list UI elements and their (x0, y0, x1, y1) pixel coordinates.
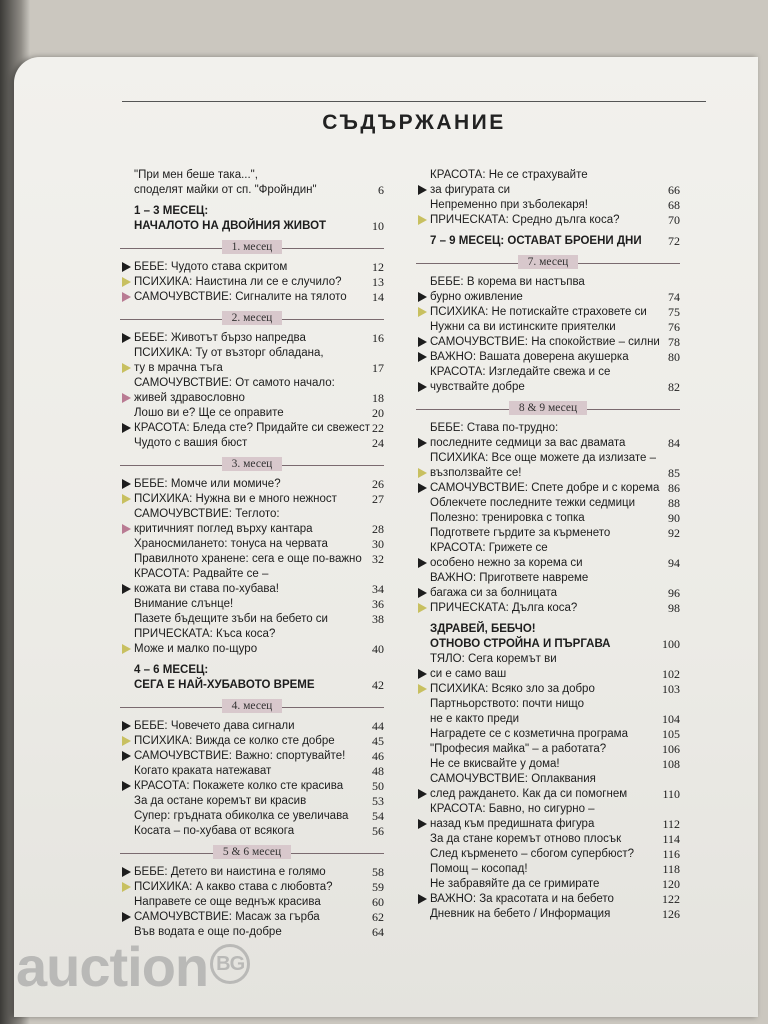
toc-entry (416, 847, 680, 862)
toc-entry-text: ПСИХИКА: Наистина ли се е случило? (134, 276, 342, 288)
page-number: 48 (372, 764, 384, 778)
toc-entry (120, 597, 384, 612)
month-subheading (120, 699, 384, 715)
month-label: 8 & 9 месец (509, 401, 587, 415)
toc-entry-text: "При мен беше така...", (134, 169, 258, 181)
toc-entry-text: ТЯЛО: Сега коремът ви (430, 653, 557, 665)
toc-left-column (120, 168, 384, 940)
page-number: 86 (668, 481, 680, 495)
bullet-triangle-icon (122, 882, 131, 892)
bullet-triangle-icon (122, 867, 131, 877)
toc-section-heading (120, 663, 384, 693)
toc-entry-text: САМОЧУВСТВИЕ: На спокойствие – силни (430, 336, 660, 348)
toc-entry (120, 290, 384, 305)
toc-entry (120, 764, 384, 779)
page-number: 18 (372, 391, 384, 405)
toc-entry (416, 305, 680, 320)
toc-entry (120, 612, 384, 627)
toc-entry (416, 892, 680, 907)
toc-entry (416, 727, 680, 742)
bullet-triangle-icon (418, 352, 427, 362)
toc-section-heading (416, 234, 680, 249)
page-number: 38 (372, 612, 384, 626)
page-number: 58 (372, 865, 384, 879)
book-page (14, 57, 758, 1017)
page-number: 20 (372, 406, 384, 420)
toc-entry-text: КРАСОТА: Грижете се (430, 542, 548, 554)
bullet-triangle-icon (418, 382, 427, 392)
toc-entry (120, 507, 384, 537)
toc-entry-text: Правилното хранене: сега е още по-важно (134, 553, 362, 565)
page-number: 104 (662, 712, 680, 726)
page-number: 54 (372, 809, 384, 823)
bullet-triangle-icon (418, 468, 427, 478)
page-number: 64 (372, 925, 384, 939)
toc-entry-text: НАЧАЛОТО НА ДВОЙНИЯ ЖИВОТ (134, 220, 327, 232)
toc-entry-text: САМОЧУВСТВИЕ: Оплаквания (430, 773, 596, 785)
toc-entry-text: Не се вкисвайте у дома! (430, 758, 560, 770)
toc-entry-text: Нужни са ви истинските приятелки (430, 321, 616, 333)
bullet-triangle-icon (418, 819, 427, 829)
toc-entry-text: споделят майки от сп. "Фройндин" (134, 184, 317, 196)
page-number: 105 (662, 727, 680, 741)
bullet-triangle-icon (122, 721, 131, 731)
page-number: 68 (668, 198, 680, 212)
month-subheading (120, 240, 384, 256)
page-title: СЪДЪРЖАНИЕ (322, 111, 506, 134)
toc-entry (416, 168, 680, 198)
bullet-triangle-icon (122, 393, 131, 403)
toc-entry-text: БЕБЕ: Чудото става скритом (134, 261, 288, 273)
toc-entry-text: ПСИХИКА: Ту от възторг обладана, (134, 347, 324, 359)
toc-entry (416, 275, 680, 305)
toc-entry-text: Наградете се с козметична програма (430, 728, 628, 740)
toc-entry-text: Лошо ви е? Ще се оправите (134, 407, 284, 419)
toc-entry-text: кожата ви става по-хубава! (134, 583, 279, 595)
toc-entry-text: БЕБЕ: Човечето дава сигнали (134, 720, 295, 732)
page-number: 40 (372, 642, 384, 656)
toc-entry-text: Може и малко по-щуро (134, 643, 258, 655)
toc-entry-text: ПРИЧЕСКАТА: Дълга коса? (430, 602, 578, 614)
bullet-triangle-icon (418, 684, 427, 694)
toc-entry (416, 526, 680, 541)
bullet-triangle-icon (418, 185, 427, 195)
toc-entry-text: КРАСОТА: Бледа сте? Придайте си свежест (134, 422, 370, 434)
toc-entry (120, 880, 384, 895)
month-label: 3. месец (222, 457, 283, 471)
bullet-triangle-icon (418, 894, 427, 904)
toc-entry-text: ПСИХИКА: Вижда се колко сте добре (134, 735, 335, 747)
toc-entry-text: КРАСОТА: Не се страхувайте (430, 169, 588, 181)
page-number: 26 (372, 477, 384, 491)
month-label: 5 & 6 месец (213, 845, 291, 859)
page-number: 12 (372, 260, 384, 274)
toc-entry-text: СЕГА Е НАЙ-ХУБАВОТО ВРЕМЕ (134, 679, 315, 691)
month-label: 7. месец (518, 255, 579, 269)
page-number: 100 (662, 637, 680, 651)
bullet-triangle-icon (122, 524, 131, 534)
toc-entry-text: ПСИХИКА: А какво става с любовта? (134, 881, 333, 893)
toc-entry-text: Чудото с вашия бюст (134, 437, 248, 449)
page-number: 116 (662, 847, 680, 861)
toc-entry (416, 757, 680, 772)
page-number: 72 (668, 234, 680, 248)
page-number: 24 (372, 436, 384, 450)
toc-entry-text: Подгответе гърдите за кърменето (430, 527, 611, 539)
toc-entry (416, 511, 680, 526)
toc-entry (416, 742, 680, 757)
month-subheading (416, 401, 680, 417)
month-label: 2. месец (222, 311, 283, 325)
toc-entry (120, 376, 384, 406)
toc-entry-text: бурно оживление (430, 291, 523, 303)
page-number: 126 (662, 907, 680, 921)
toc-entry-text: Във водата е още по-добре (134, 926, 282, 938)
toc-entry-text: БЕБЕ: Става по-трудно: (430, 422, 559, 434)
toc-entry-text: ПСИХИКА: Нужна ви е много нежност (134, 493, 337, 505)
toc-entry-text: чувствайте добре (430, 381, 525, 393)
toc-entry-text: БЕБЕ: Момче или момиче? (134, 478, 281, 490)
toc-entry (416, 877, 680, 892)
page-number: 53 (372, 794, 384, 808)
bullet-triangle-icon (418, 558, 427, 568)
toc-entry-text: Помощ – косопад! (430, 863, 528, 875)
toc-entry-text: Не забравяйте да се гримирате (430, 878, 600, 890)
toc-entry (120, 824, 384, 839)
toc-entry (416, 213, 680, 228)
page-number: 102 (662, 667, 680, 681)
title-rule (122, 101, 706, 135)
toc-entry-text: последните седмици за вас двамата (430, 437, 626, 449)
toc-entry-text: Направете се още веднъж красива (134, 896, 321, 908)
toc-entry-text: САМОЧУВСТВИЕ: Важно: спортувайте! (134, 750, 346, 762)
page-number: 108 (662, 757, 680, 771)
page-number: 122 (662, 892, 680, 906)
page-number: 17 (372, 361, 384, 375)
toc-entry-text: 1 – 3 МЕСЕЦ: (134, 205, 209, 217)
toc-entry-text: "Професия майка" – а работата? (430, 743, 607, 755)
toc-entry-text: ВАЖНО: Пригответе навреме (430, 572, 589, 584)
bullet-triangle-icon (418, 588, 427, 598)
toc-entry-text: САМОЧУВСТВИЕ: Сигналите на тялото (134, 291, 347, 303)
bullet-triangle-icon (122, 781, 131, 791)
toc-entry-text: живей здравословно (134, 392, 245, 404)
toc-entry (416, 571, 680, 601)
bullet-triangle-icon (122, 736, 131, 746)
toc-entry-text: ЗДРАВЕЙ, БЕБЧО! (430, 623, 536, 635)
bullet-triangle-icon (418, 307, 427, 317)
toc-entry (416, 697, 680, 727)
toc-entry-text: ПРИЧЕСКАТА: Средно дълга коса? (430, 214, 620, 226)
page-number: 32 (372, 552, 384, 566)
toc-entry-text: САМОЧУВСТВИЕ: Теглото: (134, 508, 280, 520)
toc-entry-text: ВАЖНО: За красотата и на бебето (430, 893, 614, 905)
toc-entry-text: БЕБЕ: В корема ви настъпва (430, 276, 585, 288)
page-number: 98 (668, 601, 680, 615)
page-number: 44 (372, 719, 384, 733)
page-number: 70 (668, 213, 680, 227)
toc-entry-text: ПСИХИКА: Все още можете да излизате – (430, 452, 657, 464)
toc-entry-text: ОТНОВО СТРОЙНА И ПЪРГАВА (430, 638, 611, 650)
page-number: 103 (662, 682, 680, 696)
bullet-triangle-icon (418, 438, 427, 448)
toc-entry (416, 496, 680, 511)
toc-entry (120, 346, 384, 376)
bullet-triangle-icon (418, 483, 427, 493)
bullet-triangle-icon (418, 292, 427, 302)
page-number: 10 (372, 219, 384, 233)
toc-entry (416, 652, 680, 682)
month-label: 1. месец (222, 240, 283, 254)
month-subheading (120, 457, 384, 473)
page-number: 110 (662, 787, 680, 801)
toc-entry (416, 772, 680, 802)
toc-entry-text: Храносмилането: тонуса на червата (134, 538, 328, 550)
toc-entry-text: ПСИХИКА: Не потискайте страховете си (430, 306, 647, 318)
toc-entry-text: Пазете бъдещите зъби на бебето си (134, 613, 328, 625)
toc-entry-text: БЕБЕ: Животът бързо напредва (134, 332, 306, 344)
page-number: 66 (668, 183, 680, 197)
toc-entry-text: 4 – 6 МЕСЕЦ: (134, 664, 209, 676)
toc-entry (120, 537, 384, 552)
toc-entry (120, 865, 384, 880)
toc-entry-text: КРАСОТА: Бавно, но сигурно – (430, 803, 595, 815)
page-number: 6 (378, 183, 384, 197)
page-number: 30 (372, 537, 384, 551)
bullet-triangle-icon (122, 751, 131, 761)
toc-entry-text: Облекчете последните тежки седмици (430, 497, 636, 509)
bullet-triangle-icon (418, 789, 427, 799)
toc-entry-text: За да остане коремът ви красив (134, 795, 307, 807)
toc-entry (416, 907, 680, 922)
toc-entry (416, 335, 680, 350)
toc-entry (416, 198, 680, 213)
page-number: 85 (668, 466, 680, 480)
toc-entry-text: Партньорството: почти нищо (430, 698, 585, 710)
toc-entry (416, 862, 680, 877)
toc-entry-text: възползвайте се! (430, 467, 522, 479)
toc-entry-text: САМОЧУВСТВИЕ: Спете добре и с корема (430, 482, 660, 494)
page-number: 42 (372, 678, 384, 692)
page-number: 59 (372, 880, 384, 894)
page-number: 28 (372, 522, 384, 536)
toc-entry (120, 477, 384, 492)
watermark-badge: BG (210, 944, 250, 984)
toc-entry-text: Косата – по-хубава от всякога (134, 825, 295, 837)
page-number: 88 (668, 496, 680, 510)
bullet-triangle-icon (122, 644, 131, 654)
toc-entry (120, 406, 384, 421)
watermark-text: auction (16, 935, 209, 998)
bullet-triangle-icon (418, 603, 427, 613)
toc-entry-text: След кърменето – сбогом супербюст? (430, 848, 634, 860)
page-number: 75 (668, 305, 680, 319)
toc-entry (120, 275, 384, 290)
toc-entry-text: ту в мрачна тъга (134, 362, 223, 374)
toc-entry (120, 260, 384, 275)
page-number: 62 (372, 910, 384, 924)
toc-entry (120, 331, 384, 346)
page-number: 36 (372, 597, 384, 611)
page-number: 60 (372, 895, 384, 909)
toc-section-heading (120, 204, 384, 234)
toc-entry (120, 809, 384, 824)
page-number: 80 (668, 350, 680, 364)
bullet-triangle-icon (122, 363, 131, 373)
toc-entry-text: назад към предишната фигура (430, 818, 595, 830)
toc-entry (416, 320, 680, 335)
toc-entry-text: КРАСОТА: Покажете колко сте красива (134, 780, 344, 792)
toc-entry-text: критичният поглед върху кантара (134, 523, 313, 535)
toc-entry-text: Непременно при зъболекаря! (430, 199, 588, 211)
toc-section-heading (416, 622, 680, 652)
bullet-triangle-icon (418, 215, 427, 225)
toc-entry-text: Когато краката натежават (134, 765, 272, 777)
bullet-triangle-icon (122, 333, 131, 343)
toc-entry (416, 802, 680, 832)
page-number: 120 (662, 877, 680, 891)
toc-entry (120, 749, 384, 764)
toc-entry-text: САМОЧУВСТВИЕ: Масаж за гърба (134, 911, 320, 923)
toc-entry (416, 365, 680, 395)
bullet-triangle-icon (122, 479, 131, 489)
page-number: 34 (372, 582, 384, 596)
page-number: 78 (668, 335, 680, 349)
toc-entry (416, 682, 680, 697)
toc-entry-text: Полезно: тренировка с топка (430, 512, 585, 524)
page-number: 82 (668, 380, 680, 394)
toc-entry (416, 421, 680, 451)
toc-entry-text: особено нежно за корема си (430, 557, 583, 569)
toc-entry-text: 7 – 9 МЕСЕЦ: ОСТАВАТ БРОЕНИ ДНИ (430, 235, 642, 247)
toc-entry (120, 567, 384, 597)
bullet-triangle-icon (122, 494, 131, 504)
toc-entry-text: Внимание слънце! (134, 598, 234, 610)
toc-entry (120, 779, 384, 794)
page-number: 96 (668, 586, 680, 600)
page-number: 46 (372, 749, 384, 763)
toc-entry (120, 719, 384, 734)
toc-entry-text: САМОЧУВСТВИЕ: От самото начало: (134, 377, 335, 389)
page-number: 118 (662, 862, 680, 876)
page-number: 90 (668, 511, 680, 525)
toc-entry-text: за фигурата си (430, 184, 511, 196)
page-number: 13 (372, 275, 384, 289)
toc-entry-text: КРАСОТА: Изгледайте свежа и се (430, 366, 611, 378)
toc-entry-text: ПРИЧЕСКАТА: Къса коса? (134, 628, 276, 640)
month-subheading (120, 845, 384, 861)
toc-entry (120, 436, 384, 451)
bullet-triangle-icon (122, 912, 131, 922)
bullet-triangle-icon (122, 423, 131, 433)
toc-entry-text: ПСИХИКА: Всяко зло за добро (430, 683, 595, 695)
bullet-triangle-icon (122, 584, 131, 594)
toc-entry (120, 492, 384, 507)
toc-entry (416, 481, 680, 496)
page-number: 16 (372, 331, 384, 345)
toc-entry (120, 794, 384, 809)
toc-entry (120, 910, 384, 925)
toc-entry (416, 451, 680, 481)
toc-entry-text: За да стане коремът отново плосък (430, 833, 622, 845)
toc-entry (120, 421, 384, 436)
toc-entry (416, 350, 680, 365)
toc-entry-text: след раждането. Как да си помогнем (430, 788, 628, 800)
toc-entry (120, 168, 384, 198)
toc-entry (120, 734, 384, 749)
toc-entry-text: БЕБЕ: Детето ви наистина е голямо (134, 866, 326, 878)
toc-entry (120, 627, 384, 657)
bullet-triangle-icon (418, 669, 427, 679)
page-number: 84 (668, 436, 680, 450)
page-number: 50 (372, 779, 384, 793)
month-subheading (416, 255, 680, 271)
toc-entry-text: Супер: гръдната обиколка се увеличава (134, 810, 349, 822)
month-subheading (120, 311, 384, 327)
page-number: 114 (662, 832, 680, 846)
page-number: 74 (668, 290, 680, 304)
page-number: 92 (668, 526, 680, 540)
page-number: 14 (372, 290, 384, 304)
toc-entry (120, 895, 384, 910)
toc-entry (416, 541, 680, 571)
page-number: 22 (372, 421, 384, 435)
toc-right-column (416, 168, 680, 922)
page-number: 76 (668, 320, 680, 334)
toc-entry (120, 552, 384, 567)
toc-entry-text: не е както преди (430, 713, 520, 725)
watermark (16, 934, 250, 999)
page-number: 27 (372, 492, 384, 506)
bullet-triangle-icon (122, 277, 131, 287)
page-number: 94 (668, 556, 680, 570)
page-number: 45 (372, 734, 384, 748)
toc-entry-text: Дневник на бебето / Информация (430, 908, 611, 920)
bullet-triangle-icon (122, 292, 131, 302)
bullet-triangle-icon (418, 337, 427, 347)
toc-entry-text: багажа си за болницата (430, 587, 558, 599)
toc-entry-text: си е само ваш (430, 668, 507, 680)
toc-entry (416, 601, 680, 616)
toc-entry (416, 832, 680, 847)
bullet-triangle-icon (122, 262, 131, 272)
month-label: 4. месец (222, 699, 283, 713)
page-number: 112 (662, 817, 680, 831)
page-number: 56 (372, 824, 384, 838)
toc-entry-text: КРАСОТА: Радвайте се – (134, 568, 269, 580)
toc-entry-text: ВАЖНО: Вашата доверена акушерка (430, 351, 629, 363)
page-number: 106 (662, 742, 680, 756)
